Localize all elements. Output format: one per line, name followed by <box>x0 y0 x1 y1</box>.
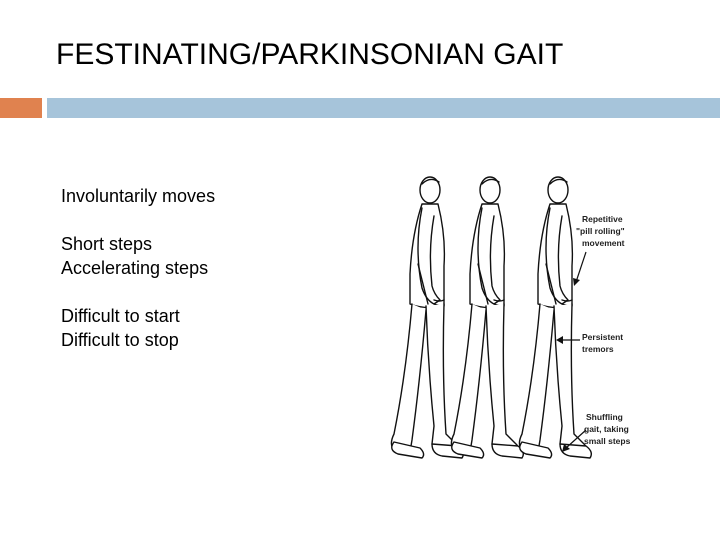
accent-bar <box>0 98 42 118</box>
label-tremors: Persistent tremors <box>582 332 624 354</box>
slide-title: FESTINATING/PARKINSONIAN GAIT <box>56 38 564 71</box>
bullet-item: Short steps <box>61 234 153 254</box>
walker-figure <box>451 177 523 458</box>
bullet-item: Difficult to stop <box>61 330 179 350</box>
label-pill-rolling: Repetitive "pill rolling" movement <box>576 214 625 248</box>
walker-figure <box>519 177 591 458</box>
walker-figure <box>391 177 463 458</box>
bullet-item: Accelerating steps <box>61 258 209 278</box>
bullet-list <box>61 184 215 352</box>
bullet-item: Involuntarily moves <box>61 186 216 206</box>
header-bar <box>47 98 720 118</box>
parkinsonian-gait-illustration <box>360 150 650 490</box>
bullet-item: Difficult to start <box>61 306 180 326</box>
arrow-pill-rolling <box>576 252 586 282</box>
arrowhead <box>573 278 580 286</box>
label-shuffling: Shuffling gait, taking small steps <box>584 412 631 446</box>
